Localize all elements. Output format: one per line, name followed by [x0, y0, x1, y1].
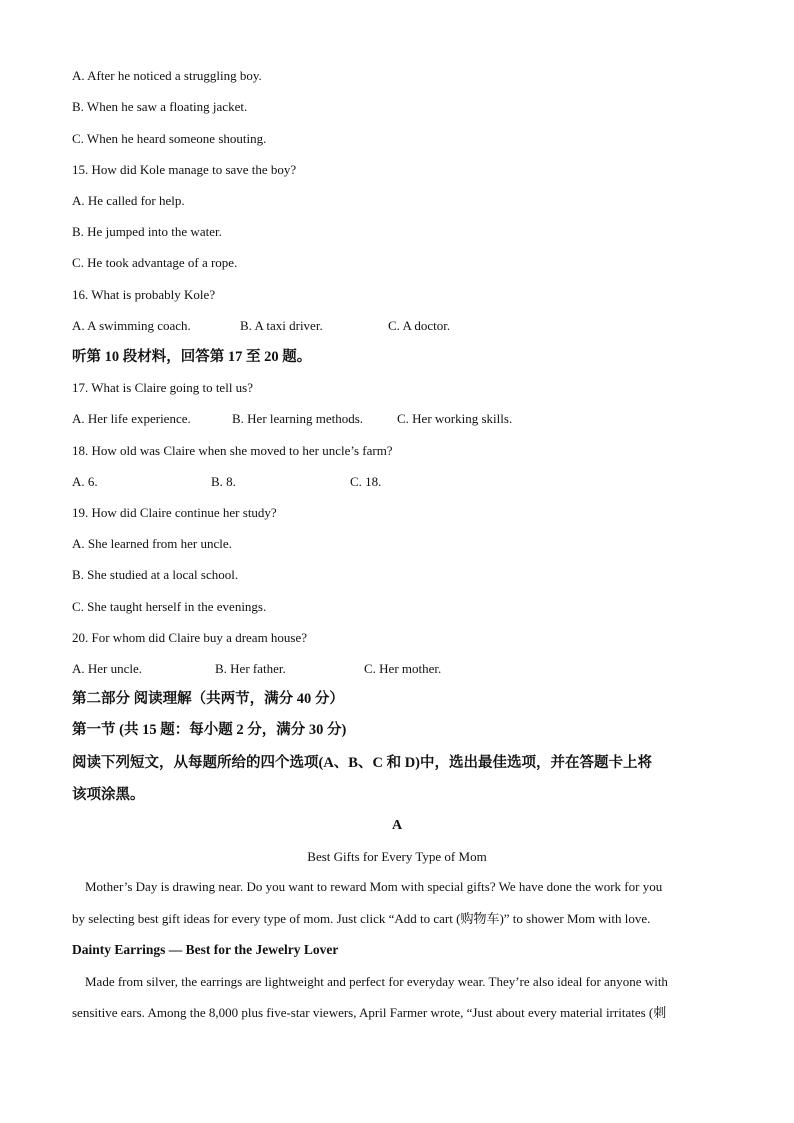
q20-option-c: C. Her mother.: [364, 661, 442, 676]
q17-option-a: A. Her life experience.: [72, 411, 191, 426]
q18-option-a: A. 6.: [72, 474, 98, 489]
q19-option-b: B. She studied at a local school.: [72, 567, 239, 582]
q20-stem: 20. For whom did Claire buy a dream house?: [72, 630, 308, 645]
q20-option-a: A. Her uncle.: [72, 661, 143, 676]
passage-title: Best Gifts for Every Type of Mom: [307, 849, 487, 864]
passage-paragraph-2-line-1: Made from silver, the earrings are lightweight and perfect for everyday wear. They’re also ideal for anyone with: [72, 974, 668, 989]
passage-paragraph-2-line-2: sensitive ears. Among the 8,000 plus five-star viewers, April Farmer wrote, “Just about every material irritates (刺: [72, 1005, 667, 1020]
q15-option-b: B. He jumped into the water.: [72, 224, 222, 239]
q20-option-b: B. Her father.: [215, 661, 286, 676]
q17-option-c: C. Her working skills.: [397, 411, 513, 426]
part2-heading: 第二部分 阅读理解（共两节，满分 40 分）: [72, 691, 344, 707]
q14-option-a: A. After he noticed a struggling boy.: [72, 68, 262, 83]
q18-stem: 18. How old was Claire when she moved to her uncle’s farm?: [72, 443, 393, 458]
q15-option-c: C. He took advantage of a rope.: [72, 255, 238, 270]
passage-paragraph-1-line-1: Mother’s Day is drawing near. Do you want to reward Mom with special gifts? We have done the work for you: [72, 879, 663, 894]
q18-option-c: C. 18.: [350, 474, 382, 489]
instruction-line-1: 阅读下列短文，从每题所给的四个选项(A、B、C 和 D)中，选出最佳选项，并在答题卡上将: [72, 755, 652, 771]
passage-letter: A: [391, 818, 403, 833]
q19-option-c: C. She taught herself in the evenings.: [72, 599, 267, 614]
q16-option-a: A. A swimming coach.: [72, 318, 191, 333]
q16-stem: 16. What is probably Kole?: [72, 287, 216, 302]
q15-option-a: A. He called for help.: [72, 193, 185, 208]
q17-stem: 17. What is Claire going to tell us?: [72, 380, 254, 395]
q14-option-b: B. When he saw a floating jacket.: [72, 99, 248, 114]
section10-heading: 听第 10 段材料，回答第 17 至 20 题。: [72, 349, 312, 365]
q16-option-b: B. A taxi driver.: [240, 318, 323, 333]
instruction-line-2: 该项涂黑。: [72, 787, 145, 803]
q17-option-b: B. Her learning methods.: [232, 411, 364, 426]
passage-subheading: Dainty Earrings — Best for the Jewelry Lover: [72, 942, 339, 957]
section1-heading: 第一节 (共 15 题：每小题 2 分，满分 30 分): [72, 722, 347, 738]
q19-stem: 19. How did Claire continue her study?: [72, 505, 277, 520]
q15-stem: 15. How did Kole manage to save the boy?: [72, 162, 297, 177]
q14-option-c: C. When he heard someone shouting.: [72, 131, 267, 146]
passage-paragraph-1-line-2: by selecting best gift ideas for every type of mom. Just click “Add to cart (购物车)” to shower Mom with love.: [72, 911, 651, 926]
q16-option-c: C. A doctor.: [388, 318, 451, 333]
q19-option-a: A. She learned from her uncle.: [72, 536, 232, 551]
q18-option-b: B. 8.: [211, 474, 236, 489]
